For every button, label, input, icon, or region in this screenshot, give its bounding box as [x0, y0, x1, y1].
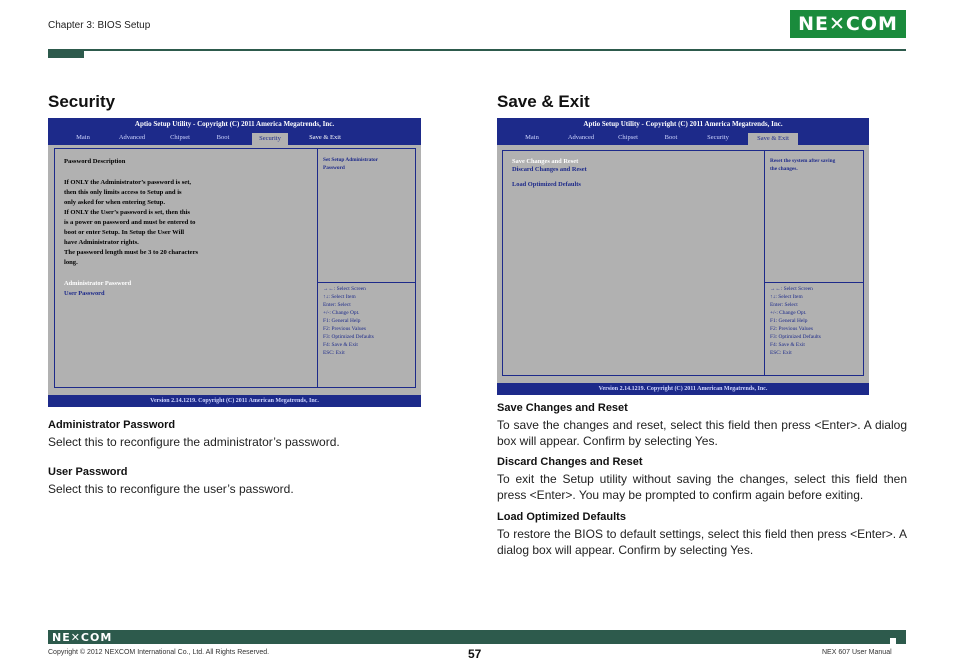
footer-bar — [48, 630, 906, 644]
key-help-line: F1: General Help — [323, 318, 361, 324]
item-text: To exit the Setup utility without saving the changes, select this field then press <Enter>. You may be prompted to confirm again before exiting. — [497, 472, 907, 502]
footer-square — [890, 631, 896, 637]
desc-line: have Administrator rights. — [64, 239, 139, 246]
key-help-line: →←: Select Screen — [770, 286, 813, 292]
security-bios-screenshot — [48, 118, 421, 407]
item-heading: Administrator Password — [48, 419, 176, 431]
tab-main[interactable]: Main — [525, 134, 539, 141]
key-help-list — [770, 285, 821, 357]
tab-security[interactable]: Security — [707, 134, 729, 141]
bios-title-bar: Aptio Setup Utility - Copyright (C) 2011 America Megatrends, Inc. — [48, 118, 421, 131]
key-help-line: F3: Optimized Defaults — [323, 334, 374, 340]
user-password-item[interactable]: User Password — [64, 290, 105, 297]
key-help-line: ESC: Exit — [323, 350, 345, 356]
key-help-line: F2: Previous Values — [323, 326, 367, 332]
footer-square — [897, 638, 903, 644]
chapter-label: Chapter 3: BIOS Setup — [48, 20, 151, 31]
header-rule — [84, 49, 906, 51]
key-help-list — [323, 285, 374, 357]
bios-tab-bar — [48, 131, 421, 145]
tab-boot[interactable]: Boot — [216, 134, 230, 141]
key-help-line: Enter: Select — [323, 302, 351, 308]
desc-line: then this only limits access to Setup and is — [64, 189, 182, 196]
key-help-line: F2: Previous Values — [770, 326, 814, 332]
tab-chipset[interactable]: Chipset — [170, 134, 190, 141]
desc-line: If ONLY the Administrator’s password is set, — [64, 179, 192, 186]
key-help-line: Enter: Select — [770, 302, 798, 308]
key-help-line: F3: Optimized Defaults — [770, 334, 821, 340]
help-text — [770, 157, 835, 173]
tab-security[interactable]: Security — [252, 133, 288, 145]
desc-line: long. — [64, 259, 78, 266]
footer-logo: NE✕COM — [52, 631, 113, 644]
manual-name: NEX 607 User Manual — [822, 649, 892, 656]
key-help-line: →←: Select Screen — [323, 286, 366, 292]
item-heading: Discard Changes and Reset — [497, 456, 643, 468]
key-help-line: +/-: Change Opt. — [770, 310, 807, 316]
bios-title-bar: Aptio Setup Utility - Copyright (C) 2011 America Megatrends, Inc. — [497, 118, 869, 131]
password-description-body — [64, 178, 198, 268]
desc-line: is a power on password and must be entered to — [64, 219, 196, 226]
save-exit-title: Save & Exit — [497, 92, 590, 111]
help-text — [323, 156, 378, 172]
desc-line: only asked for when entering Setup. — [64, 199, 165, 206]
security-title: Security — [48, 92, 116, 111]
header-accent-block — [48, 49, 84, 58]
desc-line: If ONLY the User’s password is set, then this — [64, 209, 190, 216]
footer-copyright: Copyright © 2012 NEXCOM International Co., Ltd. All Rights Reserved. — [48, 649, 270, 656]
item-text: Select this to reconfigure the user’s password. — [48, 482, 294, 496]
nexcom-logo — [790, 10, 906, 38]
desc-line: The password length must be 3 to 20 characters — [64, 249, 199, 256]
item-text: Select this to reconfigure the administrator’s password. — [48, 435, 340, 449]
save-exit-options — [512, 158, 587, 189]
item-heading: Load Optimized Defaults — [497, 511, 626, 523]
save-exit-bios-screenshot — [497, 118, 869, 395]
item-text: To restore the BIOS to default settings, select this field then press <Enter>. A dialog box will appear. Confirm by selecting Yes. — [497, 527, 907, 557]
desc-line: boot or enter Setup. In Setup the User Will — [64, 229, 185, 236]
help-line: Set Setup Administrator — [323, 157, 379, 163]
key-help-line: F4: Save & Exit — [323, 342, 358, 348]
tab-chipset[interactable]: Chipset — [618, 134, 638, 141]
bios-version-footer: Version 2.14.1219. Copyright (C) 2011 American Megatrends, Inc. — [48, 395, 421, 407]
item-heading: User Password — [48, 466, 128, 478]
page-number: 57 — [468, 647, 482, 661]
help-line: the changes. — [770, 166, 798, 172]
help-line: Reset the system after saving — [770, 158, 836, 164]
bios-version-footer: Version 2.14.1219. Copyright (C) 2011 American Megatrends, Inc. — [497, 383, 869, 395]
tab-advanced[interactable]: Advanced — [567, 134, 595, 141]
tab-advanced[interactable]: Advanced — [118, 134, 146, 141]
logo-text: NE✕COM — [798, 13, 898, 35]
help-line: Password — [323, 165, 345, 171]
tab-main[interactable]: Main — [76, 134, 90, 141]
bios-tab-bar — [497, 131, 869, 145]
administrator-password-item[interactable]: Administrator Password — [64, 280, 132, 287]
tab-save-exit[interactable]: Save & Exit — [748, 133, 798, 145]
key-help-line: +/-: Change Opt. — [323, 310, 360, 316]
key-help-line: F1: General Help — [770, 318, 808, 324]
footer-square — [890, 638, 896, 644]
tab-save-exit[interactable]: Save & Exit — [309, 134, 341, 141]
item-heading: Save Changes and Reset — [497, 402, 628, 414]
key-help-line: ESC: Exit — [770, 350, 792, 356]
key-help-line: ↑↓: Select Item — [323, 294, 356, 300]
save-changes-and-reset-option[interactable]: Save Changes and Reset — [512, 158, 579, 165]
item-text: To save the changes and reset, select this field then press <Enter>. A dialog box will appear. Confirm by selecting Yes. — [497, 418, 907, 448]
load-optimized-defaults-option[interactable]: Load Optimized Defaults — [512, 181, 581, 188]
password-description-title: Password Description — [64, 158, 126, 165]
key-help-line: ↑↓: Select Item — [770, 294, 803, 300]
tab-boot[interactable]: Boot — [664, 134, 678, 141]
discard-changes-and-reset-option[interactable]: Discard Changes and Reset — [512, 166, 587, 173]
key-help-line: F4: Save & Exit — [770, 342, 805, 348]
